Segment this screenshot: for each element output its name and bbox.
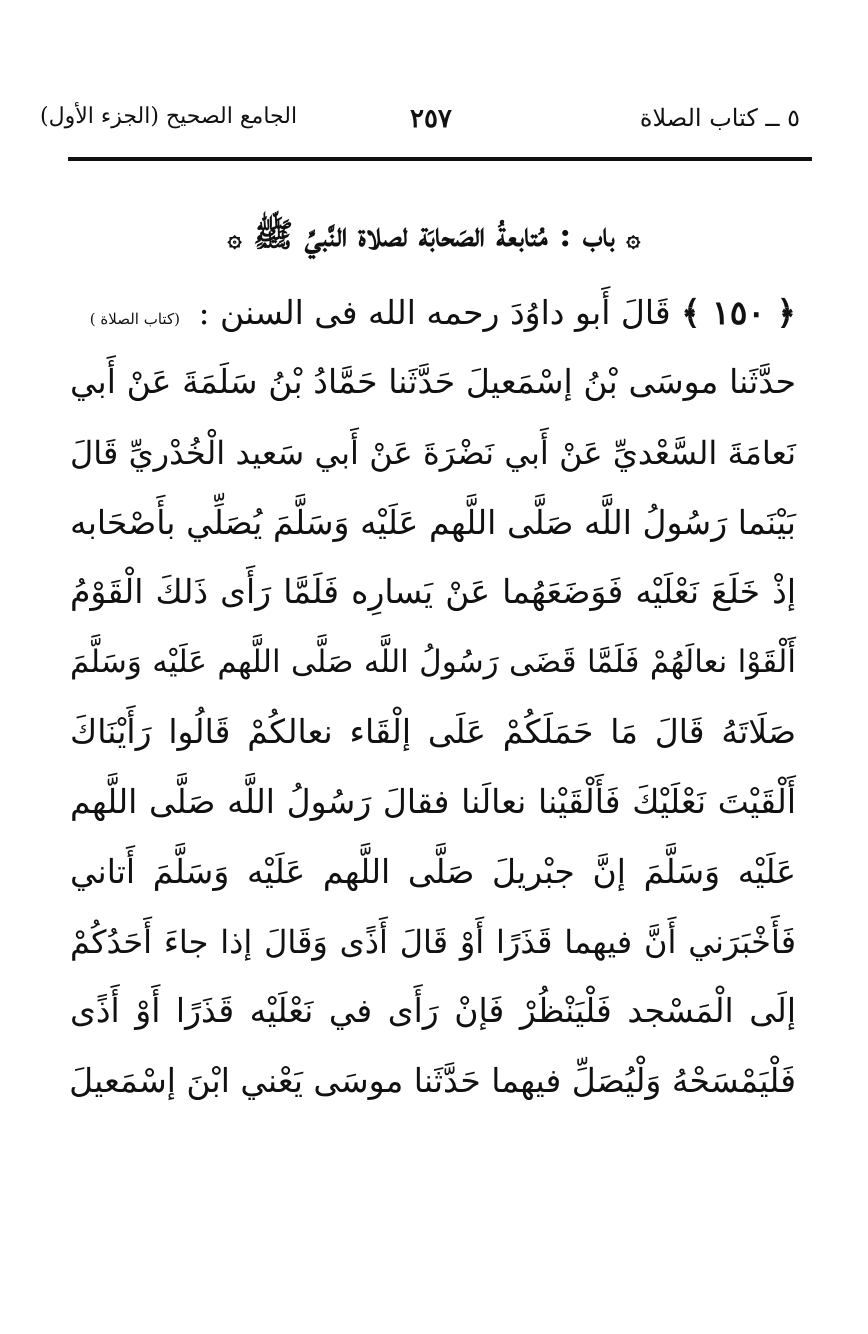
ornament-left-icon: ۞	[227, 223, 242, 252]
header-divider	[68, 157, 812, 161]
hadith-text-line: فَلْيَمْسَحْهُ وَلْيُصَلِّ فيهما حَدَّثَنا موسَى يَعْني ابْنَ إسْمَعيلَ	[69, 1061, 796, 1100]
hadith-text-line: أَلْقَوْا نعالَهُمْ فَلَمَّا قَضَى رَسُولُ اللَّه صَلَّى اللَّهم عَلَيْه وَسَلَّمَ	[70, 644, 796, 680]
ornament-right-icon: ۞	[626, 223, 641, 252]
chapter-heading	[60, 205, 808, 265]
hadith-intro: قَالَ أَبو داوُدَ رحمه الله فى السنن :	[198, 293, 671, 332]
hadith-heading	[70, 293, 796, 339]
source-note: (كتاب الصلاة )	[89, 310, 180, 328]
hadith-text-line: بَيْنَما رَسُولُ اللَّه صَلَّى اللَّهم عَلَيْه وَسَلَّمَ يُصَلِّي بأَصْحَابه	[70, 503, 796, 542]
hadith-number: ﴿ ١٥٠ ﴾	[681, 293, 796, 332]
page-number: ٢٥٧	[410, 104, 452, 134]
running-header	[40, 100, 820, 150]
hadith-text-line: إذْ خَلَعَ نَعْلَيْه فَوَضَعَهُما عَنْ يَسارِه فَلَمَّا رَأَى ذَلكَ الْقَوْمُ	[70, 572, 796, 611]
hadith-text-line: حدَّثَنا موسَى بْنُ إسْمَعيلَ حَدَّثَنا حَمَّادُ بْنُ سَلَمَةَ عَنْ أَبي	[70, 362, 796, 401]
running-header-book-title: الجامع الصحيح (الجزء الأول)	[40, 104, 298, 129]
hadith-text-line: أَلْقَيْتَ نَعْلَيْكَ فَأَلْقَيْنا نعالَنا فقالَ رَسُولُ اللَّه صَلَّى اللَّهم	[70, 782, 796, 821]
hadith-text-line: فَأَخْبَرَني أَنَّ فيهما قَذَرًا أَوْ قَالَ أَذًى وَقَالَ إذا جاءَ أَحَدُكُمْ	[70, 923, 796, 961]
running-header-chapter: ٥ ــ كتاب الصلاة	[639, 104, 800, 132]
chapter-heading-text: باب : مُتابعةُ الصَحابَة لصلاة النَّبيِّ ﷺ	[253, 215, 615, 254]
hadith-text-line: صَلَاتَهُ قَالَ مَا حَمَلَكُمْ عَلَى إلْقَاء نعالكُمْ قَالُوا رَأَيْنَاكَ	[70, 712, 796, 751]
hadith-text-line: إلَى الْمَسْجد فَلْيَنْظُرْ فَإنْ رَأَى في نَعْلَيْه قَذَرًا أَوْ أَذًى	[70, 991, 796, 1030]
hadith-text-line: عَلَيْه وَسَلَّمَ إنَّ جبْريلَ صَلَّى اللَّهم عَلَيْه وَسَلَّمَ أَتاني	[70, 852, 796, 891]
hadith-text-line: نَعامَةَ السَّعْديِّ عَنْ أَبي نَضْرَةَ عَنْ أَبي سَعيد الْخُدْريِّ قَالَ	[70, 434, 796, 472]
